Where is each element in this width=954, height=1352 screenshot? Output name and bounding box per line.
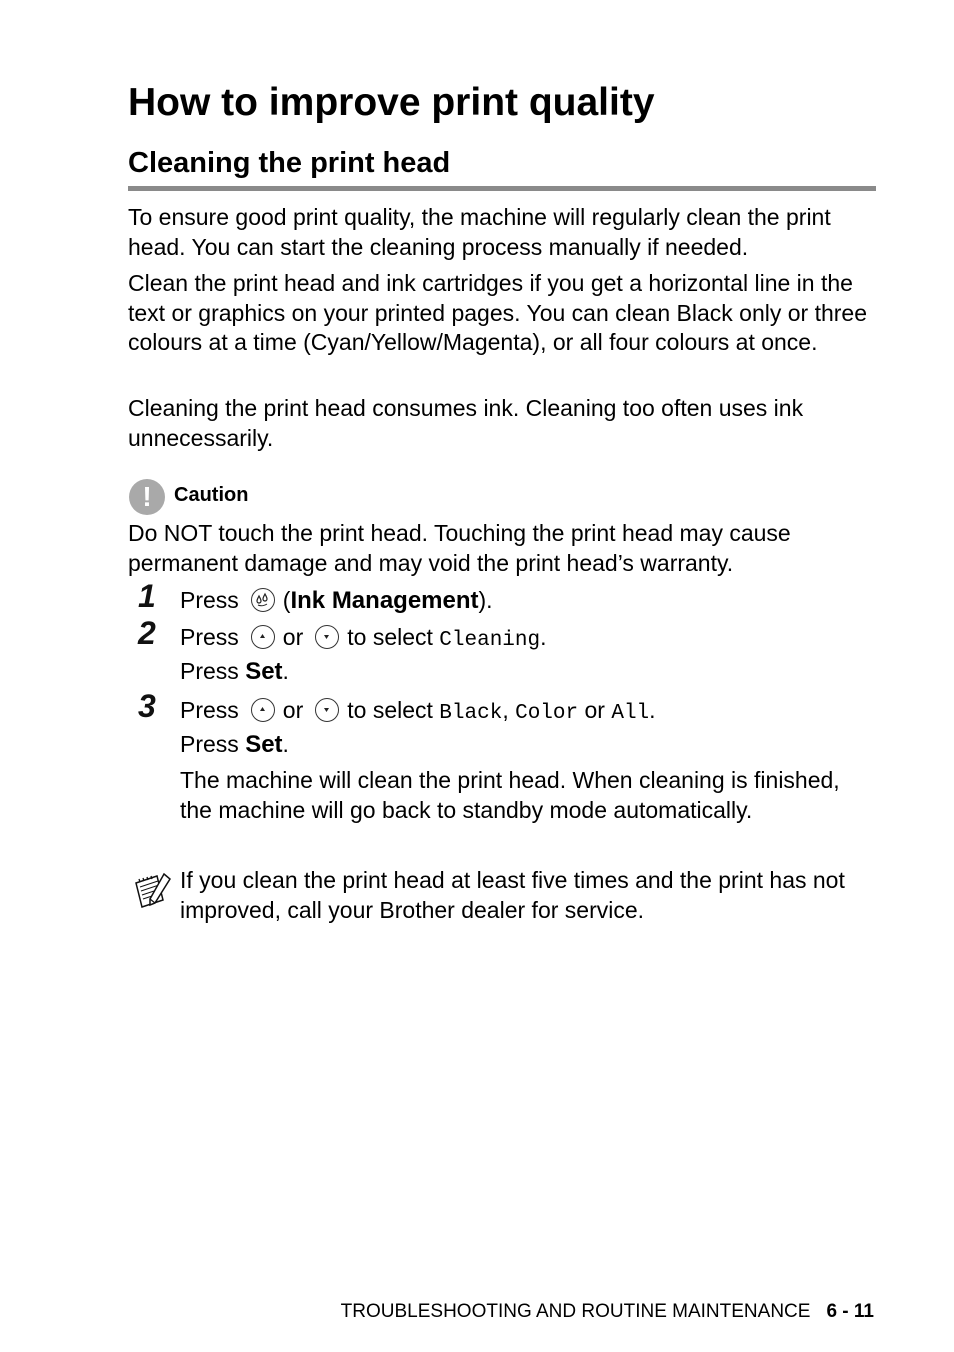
down-arrow-key-icon [315, 698, 339, 722]
step-3-to-select: to select [347, 697, 433, 723]
note-text: If you clean the print head at least five times and the print has not improved, call your Brother dealer for service. [180, 867, 845, 923]
ink-management-label: Ink Management [290, 587, 479, 614]
option-color: Color [515, 702, 579, 725]
step-2-or: or [282, 624, 304, 650]
step-3-or: or [282, 697, 304, 723]
ink-usage-paragraph: Cleaning the print head consumes ink. Cleaning too often uses ink unnecessarily. [128, 395, 804, 451]
up-arrow-key-icon [251, 698, 275, 722]
step-3-comma: , [502, 697, 509, 723]
caution-label: Caution [174, 484, 249, 506]
option-all: All [611, 702, 650, 725]
section-divider [128, 186, 876, 191]
caution-text: Do NOT touch the print head. Touching the print head may cause permanent damage and may void the print head’s warranty. [128, 520, 791, 576]
step-number-2: 2 [138, 615, 156, 651]
step-2-to-select: to select [347, 624, 433, 650]
note-pencil-icon [133, 870, 173, 919]
step-3-press-set-suffix: . [282, 731, 289, 757]
up-arrow-key-icon [251, 625, 275, 649]
step-2-press-set-suffix: . [282, 658, 289, 684]
option-cleaning: Cleaning [439, 629, 541, 652]
intro-paragraph: To ensure good print quality, the machine will regularly clean the print head. You can start the cleaning process manually if needed. [128, 204, 831, 260]
step-1-line [180, 585, 493, 616]
step-number-3: 3 [138, 688, 156, 724]
page-number: 6 - 11 [826, 1301, 874, 1322]
step-1-open-paren: ( [282, 587, 291, 613]
step-2-press: Press [180, 624, 239, 650]
page-footer [341, 1300, 874, 1324]
exclamation-icon: ! [129, 479, 165, 515]
step-3-line [180, 695, 656, 729]
step-1-press: Press [180, 587, 239, 613]
step-number-1: 1 [138, 578, 156, 614]
step-3-period: . [649, 697, 656, 723]
set-key-label: Set [245, 658, 283, 685]
footer-chapter: TROUBLESHOOTING AND ROUTINE MAINTENANCE [340, 1301, 811, 1322]
step-2-period: . [540, 624, 547, 650]
step-3-result: The machine will clean the print head. When cleaning is finished, the machine will go back to standby mode automatically. [180, 767, 840, 823]
down-arrow-key-icon [315, 625, 339, 649]
step-2-press-set [180, 656, 289, 687]
option-black: Black [439, 702, 503, 725]
step-1-close: ). [478, 587, 493, 613]
step-3-press-set-prefix: Press [180, 731, 239, 757]
step-2-press-set-prefix: Press [180, 658, 239, 684]
step-3-press-set [180, 729, 289, 760]
step-2-line [180, 622, 547, 656]
cleaning-paragraph: Clean the print head and ink cartridges if you get a horizontal line in the text or graphics on your printed pages. You can clean Black only or three colours at a time (Cyan/Yellow/Magenta), or all four colours at once. [128, 270, 868, 355]
step-3-or-2: or [584, 697, 605, 723]
section-title: Cleaning the print head [128, 147, 451, 179]
step-3-press: Press [180, 697, 239, 723]
set-key-label: Set [245, 731, 283, 758]
page-title: How to improve print quality [128, 81, 655, 124]
ink-management-key-icon [251, 588, 275, 612]
